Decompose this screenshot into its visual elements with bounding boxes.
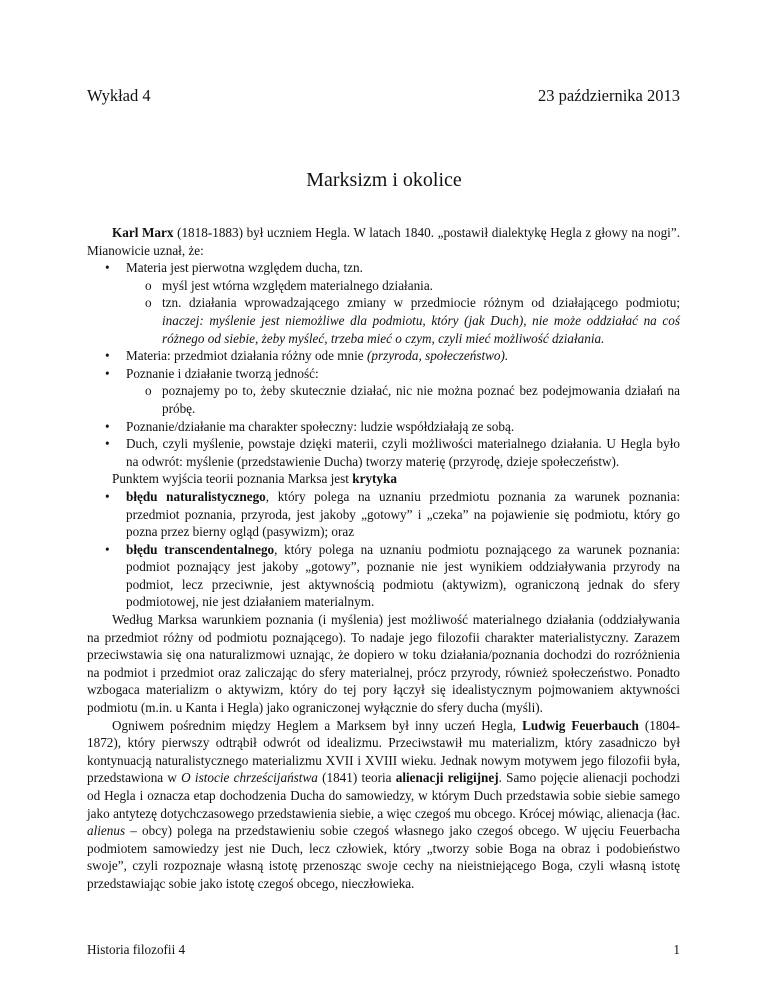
term-alienacja: alienacji religijnej	[395, 770, 499, 786]
subbullet-dzialanie: o tzn. działania wprowadzającego zmiany w przedmiocie różnym od działającego podmiotu; inaczej: myślenie jest niemożliwe dla podmiotu, który (jak Duch), nie może oddziałać na coś różnego od siebie, żeby myśleć, trzeba mieć o czym, czyli mieć możliwość działania.	[87, 294, 680, 347]
bullet-blad-naturalistyczny: • błędu naturalistycznego, który polega na uznaniu przedmiotu poznania za warunek poznania: przedmiot poznania, przyroda, jest jakoby „gotowy” i „czeka” na pojawienie się podmiotu, który go pozna przez bierny ogląd (pasywizm); oraz	[87, 488, 680, 541]
bullet-duch: • Duch, czyli myślenie, powstaje dzięki materii, czyli możliwości materialnego działania. U Hegla było na odwrót: myślenie (przedstawienie Ducha) tworzy materię (przyrodę, dzieje społeczeństw).	[87, 435, 680, 470]
footer-course: Historia filozofii 4	[87, 942, 186, 957]
document-title: Marksizm i okolice	[306, 169, 462, 191]
page-number: 1	[673, 942, 680, 957]
paragraph-krytyka: Punktem wyjścia teorii poznania Marksa jest krytyka	[112, 471, 397, 487]
header-lecture: Wykład 4	[87, 86, 151, 105]
bullet-przedmiot: • Materia: przedmiot działania różny ode mnie (przyroda, społeczeństwo).	[87, 347, 680, 365]
bullet-spoleczny: • Poznanie/działanie ma charakter społeczny: ludzie współdziałają ze sobą.	[87, 418, 680, 436]
marx-name: Karl Marx	[112, 225, 174, 240]
page-footer	[87, 941, 680, 959]
paragraph-marx-intro: Karl Marx (1818-1883) był uczniem Hegla. W latach 1840. „postawił dialektykę Hegla z głowy na nogi”. Mianowicie uznał, że:	[87, 225, 680, 258]
subbullet-poznajemy: o poznajemy po to, żeby skutecznie działać, nic nie można poznać bez podejmowania działań na próbę.	[87, 382, 680, 417]
subbullet-mysl: o myśl jest wtórna względem materialnego działania.	[87, 277, 680, 295]
paragraph-warunek-poznania: Według Marksa warunkiem poznania (i myślenia) jest możliwość materialnego działania (oddziaływania na przedmiot różny od podmiotu poznającego). To nadaje jego filozofii charakter materialistyczny. Zarazem przeciwstawia się ona naturalizmowi uznając, że dopiero w toku działania/poznania dochodzi do rozróżnienia na podmiot i przedmiot oraz zaliczając do sfery materialnej, prócz przyrody, również społeczeństwo. Ponadto wzbogaca materializm o aktywizm, który do tej pory łączył się idealistycznym pojmowaniem aktywności podmiotu (m.in. u Kanta i Hegla) jako ograniczonej wyłącznie do sfery ducha (myśli).	[87, 612, 680, 716]
header-date: 23 października 2013	[537, 86, 680, 105]
bullet-jednosc: • Poznanie i działanie tworzą jedność:	[87, 365, 680, 383]
bullet-blad-transcendentalny: • błędu transcendentalnego, który polega na uznaniu podmiotu poznającego za warunek poznania: podmiot poznający jest jakoby „gotowy”, poznanie nie jest wynikiem oddziaływania przyrody na podmiot, lecz przeciwnie, jest aktywnością podmiotu (aktywizm), ograniczoną jednak do sfery podmiotowej, nie jest działaniem materialnym.	[87, 541, 680, 611]
feuerbach-name: Ludwig Feuerbauch	[522, 717, 639, 733]
document-body	[87, 224, 680, 893]
bullet-materia: • Materia jest pierwotna względem ducha, tzn.	[87, 259, 680, 277]
paragraph-feuerbach: Ogniwem pośrednim między Heglem a Marksem był inny uczeń Hegla, Ludwig Feuerbauch (1804-1872), który pierwszy odtrąbił odwrót od idealizmu. Przeciwstawił mu materializm, który zasadniczo był kontynuacją naturalistycznego materializmu XVII i XVIII wieku. Jednak nowym motywem jego filozofii była, przedstawiona w O istocie chrześcijaństwa (1841) teoria alienacji religijnej. Samo pojęcie alienacji pochodzi od Hegla i oznacza etap dochodzenia Ducha do samowiedzy, w którym Duch przedstawia sobie siebie samego jako antytezę dotychczasowego przedstawienia siebie, a więc czegoś mu obcego. Krócej mówiąc, alienacja (łac. alienus – obcy) polega na przedstawieniu sobie czegoś własnego jako czegoś obcego. W ujęciu Feuerbacha podmiotem samowiedzy jest nie Duch, lecz człowiek, który „tworzy sobie Boga na obraz i podobieństwo swoje”, czyli rozpoznaje własną istotę przenosząc swoje cechy na nieistniejącego Boga, czyli własną istotę przedstawiając sobie jako istotę czegoś obcego, nieczłowieka.	[87, 717, 681, 891]
book-title: O istocie chrześcijaństwa	[181, 770, 318, 786]
